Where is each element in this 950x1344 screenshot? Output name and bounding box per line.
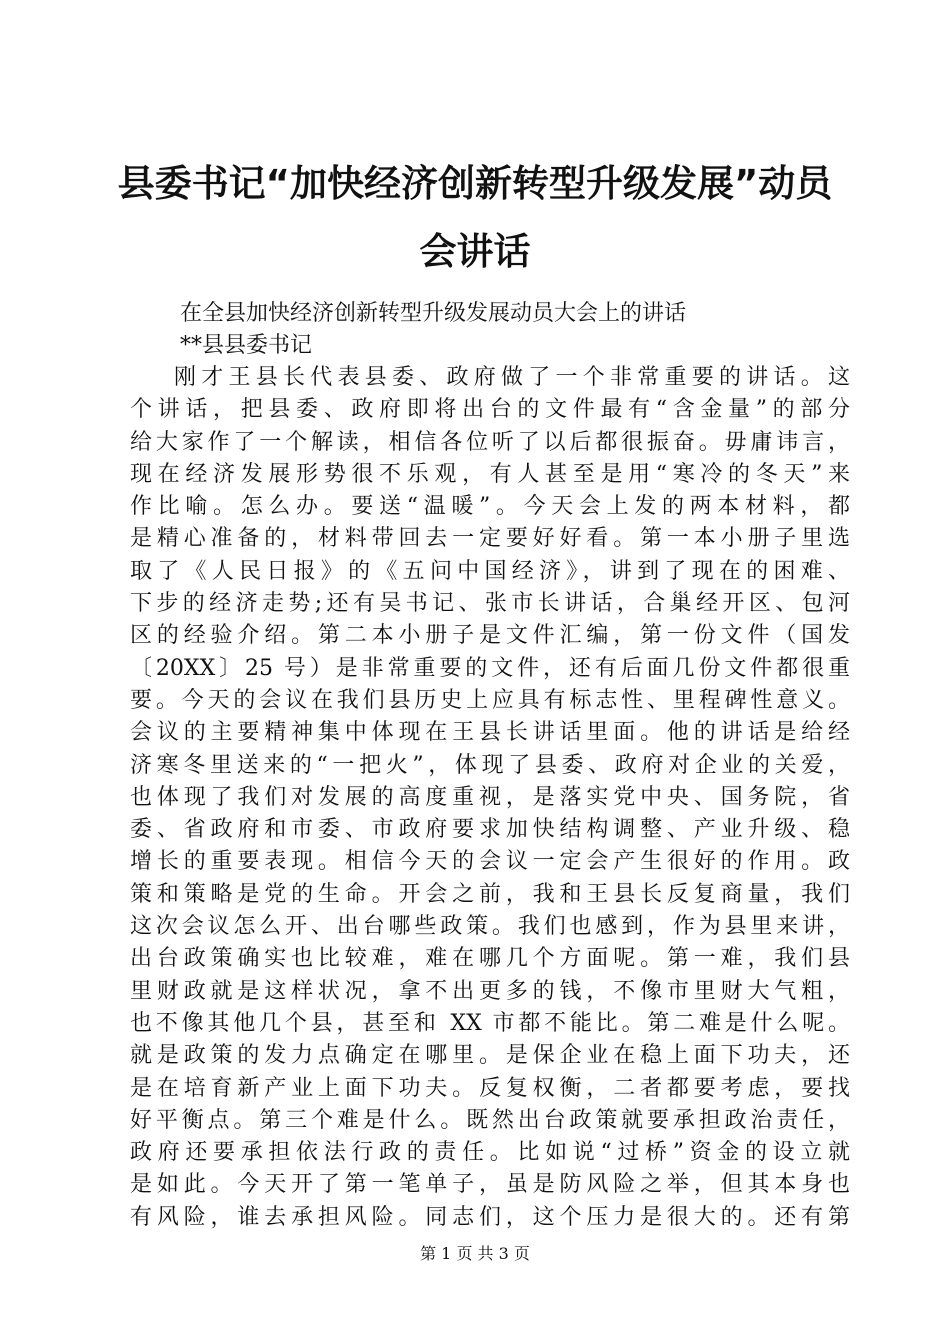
body-line: 是在培育新产业上面下功夫。反复权衡，二者都要考虑，要找 bbox=[130, 1075, 850, 1101]
body-line: 这次会议怎么开、出台哪些政策。我们也感到，作为县里来讲， bbox=[130, 914, 850, 940]
body-line: 刚才王县长代表县委、政府做了一个非常重要的讲话。这 bbox=[174, 365, 850, 390]
body-line: 给大家作了一个解读，相信各位听了以后都很振奋。毋庸讳言， bbox=[130, 429, 850, 455]
body-line: 策和策略是党的生命。开会之前，我和王县长反复商量，我们 bbox=[130, 881, 850, 907]
body-line: 政府还要承担依法行政的责任。比如说“过桥”资金的设立就 bbox=[130, 1140, 850, 1166]
body-line: 〔20XX〕25 号）是非常重要的文件，还有后面几份文件都很重 bbox=[130, 655, 850, 681]
body-line: 里财政就是这样状况，拿不出更多的钱，不像市里财大气粗， bbox=[130, 978, 850, 1004]
body-line: 个讲话，把县委、政府即将出台的文件最有“含金量”的部分 bbox=[130, 397, 850, 423]
body-line: 也不像其他几个县，甚至和 XX 市都不能比。第二难是什么呢。 bbox=[130, 1010, 850, 1036]
body-line: 会议的主要精神集中体现在王县长讲话里面。他的讲话是给经 bbox=[130, 720, 850, 746]
body-line: 取了《人民日报》的《五问中国经济》，讲到了现在的困难、 bbox=[130, 558, 850, 584]
body-line: 济寒冬里送来的“一把火”，体现了县委、政府对企业的关爱， bbox=[130, 752, 850, 778]
body-line: 出台政策确实也比较难，难在哪几个方面呢。第一难，我们县 bbox=[130, 946, 850, 972]
document-title-line-1: 县委书记“加快经济创新转型升级发展”动员 bbox=[117, 162, 833, 205]
body-line: 作比喻。怎么办。要送“温暖”。今天会上发的两本材料，都 bbox=[130, 494, 850, 520]
speech-subtitle: 在全县加快经济创新转型升级发展动员大会上的讲话 bbox=[180, 301, 687, 326]
page-number-footer: 第 1 页 共 3 页 bbox=[420, 1244, 530, 1263]
document-title-line-2: 会讲话 bbox=[419, 230, 531, 273]
body-line: 好平衡点。第三个难是什么。既然出台政策就要承担政治责任， bbox=[130, 1107, 850, 1133]
body-line: 区的经验介绍。第二本小册子是文件汇编，第一份文件（国发 bbox=[130, 623, 850, 649]
body-line: 下步的经济走势;还有吴书记、张市长讲话，合巢经开区、包河 bbox=[130, 591, 850, 617]
body-line: 是如此。今天开了第一笔单子，虽是防风险之举，但其本身也 bbox=[130, 1172, 850, 1198]
body-line: 就是政策的发力点确定在哪里。是保企业在稳上面下功夫，还 bbox=[130, 1043, 850, 1069]
speech-body bbox=[130, 362, 850, 1234]
speaker-line: **县县委书记 bbox=[180, 333, 313, 358]
body-line: 增长的重要表现。相信今天的会议一定会产生很好的作用。政 bbox=[130, 849, 850, 875]
body-line: 要。今天的会议在我们县历史上应具有标志性、里程碑性意义。 bbox=[130, 687, 850, 713]
body-line: 有风险，谁去承担风险。同志们，这个压力是很大的。还有第 bbox=[130, 1204, 850, 1230]
body-line: 委、省政府和市委、市政府要求加快结构调整、产业升级、稳 bbox=[130, 817, 850, 843]
body-line: 现在经济发展形势很不乐观，有人甚至是用“寒冷的冬天”来 bbox=[130, 461, 850, 487]
body-line: 也体现了我们对发展的高度重视，是落实党中央、国务院，省 bbox=[130, 784, 850, 810]
body-line: 是精心准备的，材料带回去一定要好好看。第一本小册子里选 bbox=[130, 526, 850, 552]
